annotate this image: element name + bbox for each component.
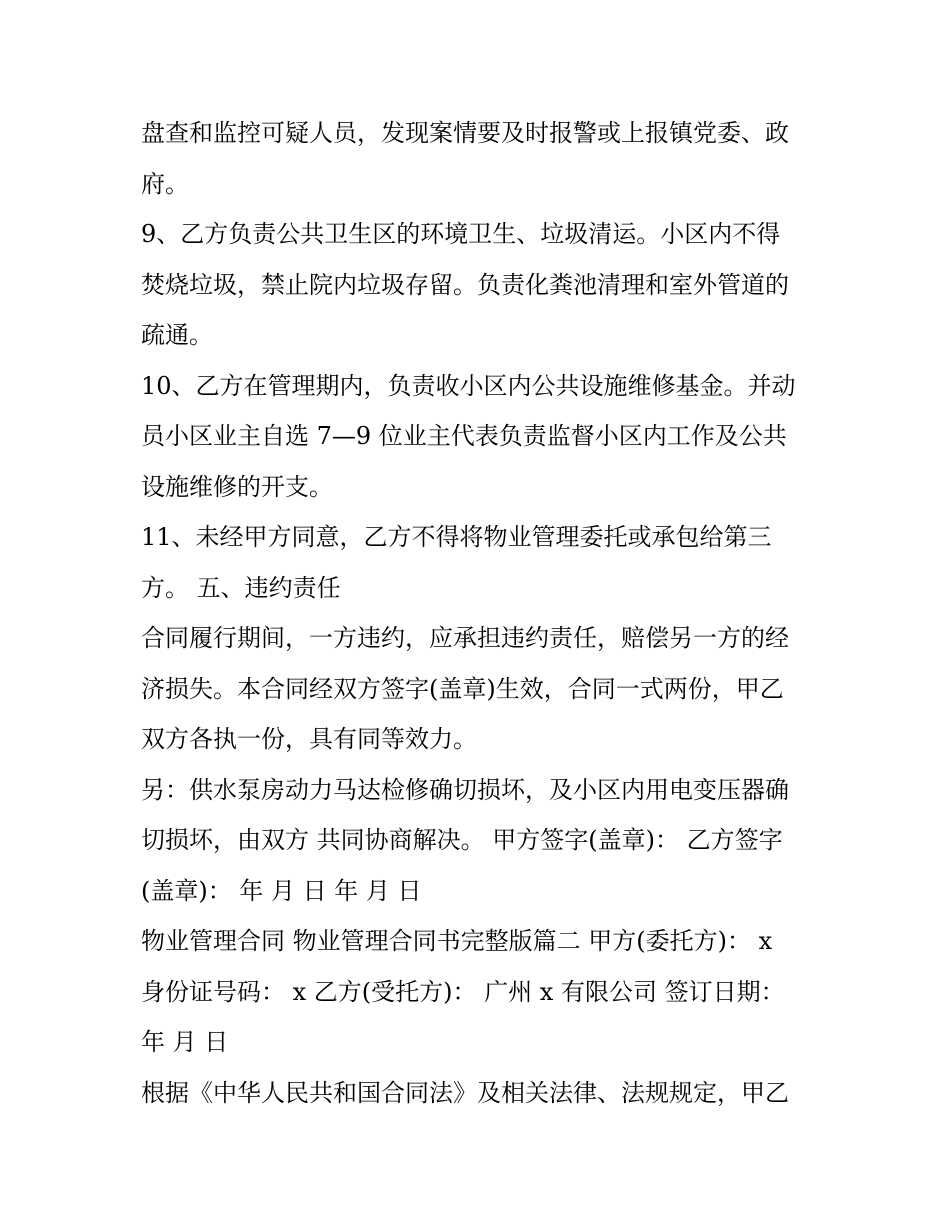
text-line: 9、乙方负责公共卫生区的环境卫生、垃圾清运。小区内不得 <box>141 220 781 248</box>
text-line: 焚烧垃圾，禁止院内垃圾存留。负责化粪池清理和室外管道的 <box>141 270 789 299</box>
text-line: 方。 五、违约责任 <box>141 573 341 602</box>
text-line: (盖章)： 年 月 日 年 月 日 <box>141 876 422 905</box>
text-line: 合同履行期间，一方违约，应承担违约责任，赔偿另一方的经 <box>141 624 789 652</box>
text-line: 盘查和监控可疑人员，发现案情要及时报警或上报镇党委、政 <box>141 119 789 147</box>
text-line: 济损失。本合同经双方签字(盖章)生效，合同一式两份，甲乙 <box>141 674 784 703</box>
text-line: 10、乙方在管理期内，负责收小区内公共设施维修基金。并动 <box>141 371 796 400</box>
text-line: 根据《中华人民共和国合同法》及相关法律、法规规定，甲乙 <box>141 1078 789 1107</box>
text-line: 11、未经甲方同意，乙方不得将物业管理委托或承包给第三 <box>141 523 772 551</box>
text-line: 府。 <box>141 169 189 198</box>
text-line: 疏通。 <box>141 321 213 349</box>
text-line: 身份证号码： x 乙方(受托方)： 广州 x 有限公司 签订日期： <box>141 977 785 1006</box>
text-line: 切损坏，由双方 共同协商解决。 甲方签字(盖章)： 乙方签字 <box>141 826 783 854</box>
document-body <box>141 108 821 1118</box>
text-line: 另：供水泵房动力马达检修确切损坏，及小区内用电变压器确 <box>141 775 789 804</box>
text-line: 双方各执一份，具有同等效力。 <box>141 725 477 753</box>
text-line: 员小区业主自选 7—9 位业主代表负责监督小区内工作及公共 <box>141 422 787 450</box>
text-line: 设施维修的开支。 <box>141 472 333 501</box>
text-line: 年 月 日 <box>141 1028 229 1056</box>
text-line: 物业管理合同 物业管理合同书完整版篇二 甲方(委托方)： x <box>141 927 773 955</box>
